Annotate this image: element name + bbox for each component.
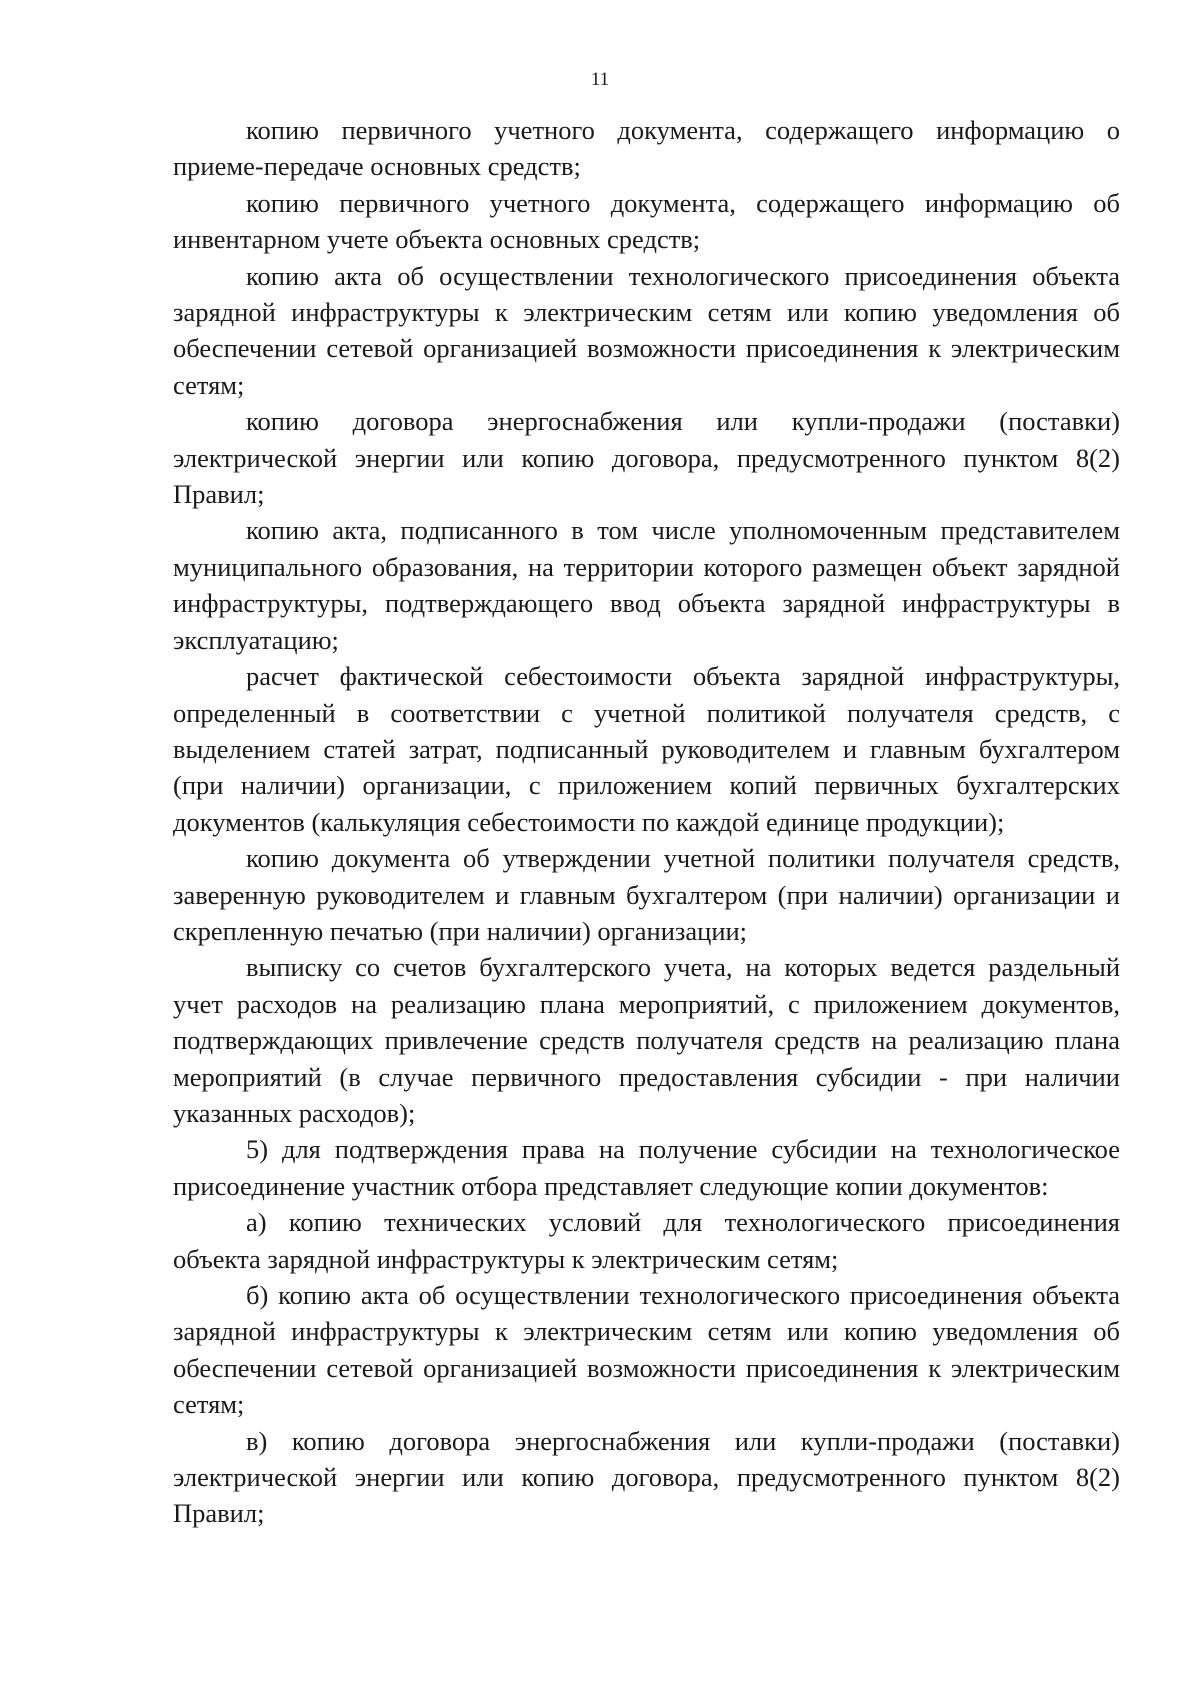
paragraph: а) копию технических условий для технологического присоединения объекта зарядной инфраструктуры к электрическим сетям; (173, 1207, 1120, 1274)
paragraph: б) копию акта об осуществлении технологического присоединения объекта зарядной инфраструктуры к электрическим сетям или копию уведомления об обеспечении сетевой организацией возможности присоединения к электрическим сетям; (173, 1280, 1120, 1420)
paragraph: копию договора энергоснабжения или купли-продажи (поставки) электрической энергии или копию договора, предусмотренного пунктом 8(2) Правил; (173, 406, 1120, 510)
paragraph: копию первичного учетного документа, содержащего информацию об инвентарном учете объекта основных средств; (173, 187, 1120, 255)
paragraph: копию акта об осуществлении технологического присоединения объекта зарядной инфраструктуры к электрическим сетям или копию уведомления об обеспечении сетевой организацией возможности присоединения к электрическим сетям; (173, 260, 1120, 400)
paragraph: копию первичного учетного документа, содержащего информацию о приеме-передаче основных средств; (173, 115, 1120, 182)
paragraph: выписку со счетов бухгалтерского учета, на которых ведется раздельный учет расходов на реализацию плана мероприятий, с приложением документов, подтверждающих привлечение средств получателя средств на реализацию плана мероприятий (в случае первичного предоставления субсидии - при наличии указанных расходов); (173, 952, 1120, 1128)
paragraph: расчет фактической себестоимости объекта зарядной инфраструктуры, определенный в соответствии с учетной политикой получателя средств, с выделением статей затрат, подписанный руководителем и главным бухгалтером (при наличии) организации, с приложением копий первичных бухгалтерских документов (калькуляция себестоимости по каждой единице продукции); (173, 661, 1120, 837)
document-body (173, 112, 1120, 1532)
paragraph: копию документа об утверждении учетной политики получателя средств, заверенную руководителем и главным бухгалтером (при наличии) организации и скрепленную печатью (при наличии) организации; (173, 843, 1120, 946)
paragraph: в) копию договора энергоснабжения или купли-продажи (поставки) электрической энергии или копию договора, предусмотренного пунктом 8(2) Правил; (173, 1425, 1120, 1529)
paragraph: копию акта, подписанного в том числе уполномоченным представителем муниципального образования, на территории которого размещен объект зарядной инфраструктуры, подтверждающего ввод объекта зарядной инфраструктуры в эксплуатацию; (173, 515, 1120, 655)
paragraph: 5) для подтверждения права на получение субсидии на технологическое присоединение участник отбора представляет следующие копии документов: (173, 1134, 1120, 1201)
page-number: 11 (590, 69, 610, 90)
